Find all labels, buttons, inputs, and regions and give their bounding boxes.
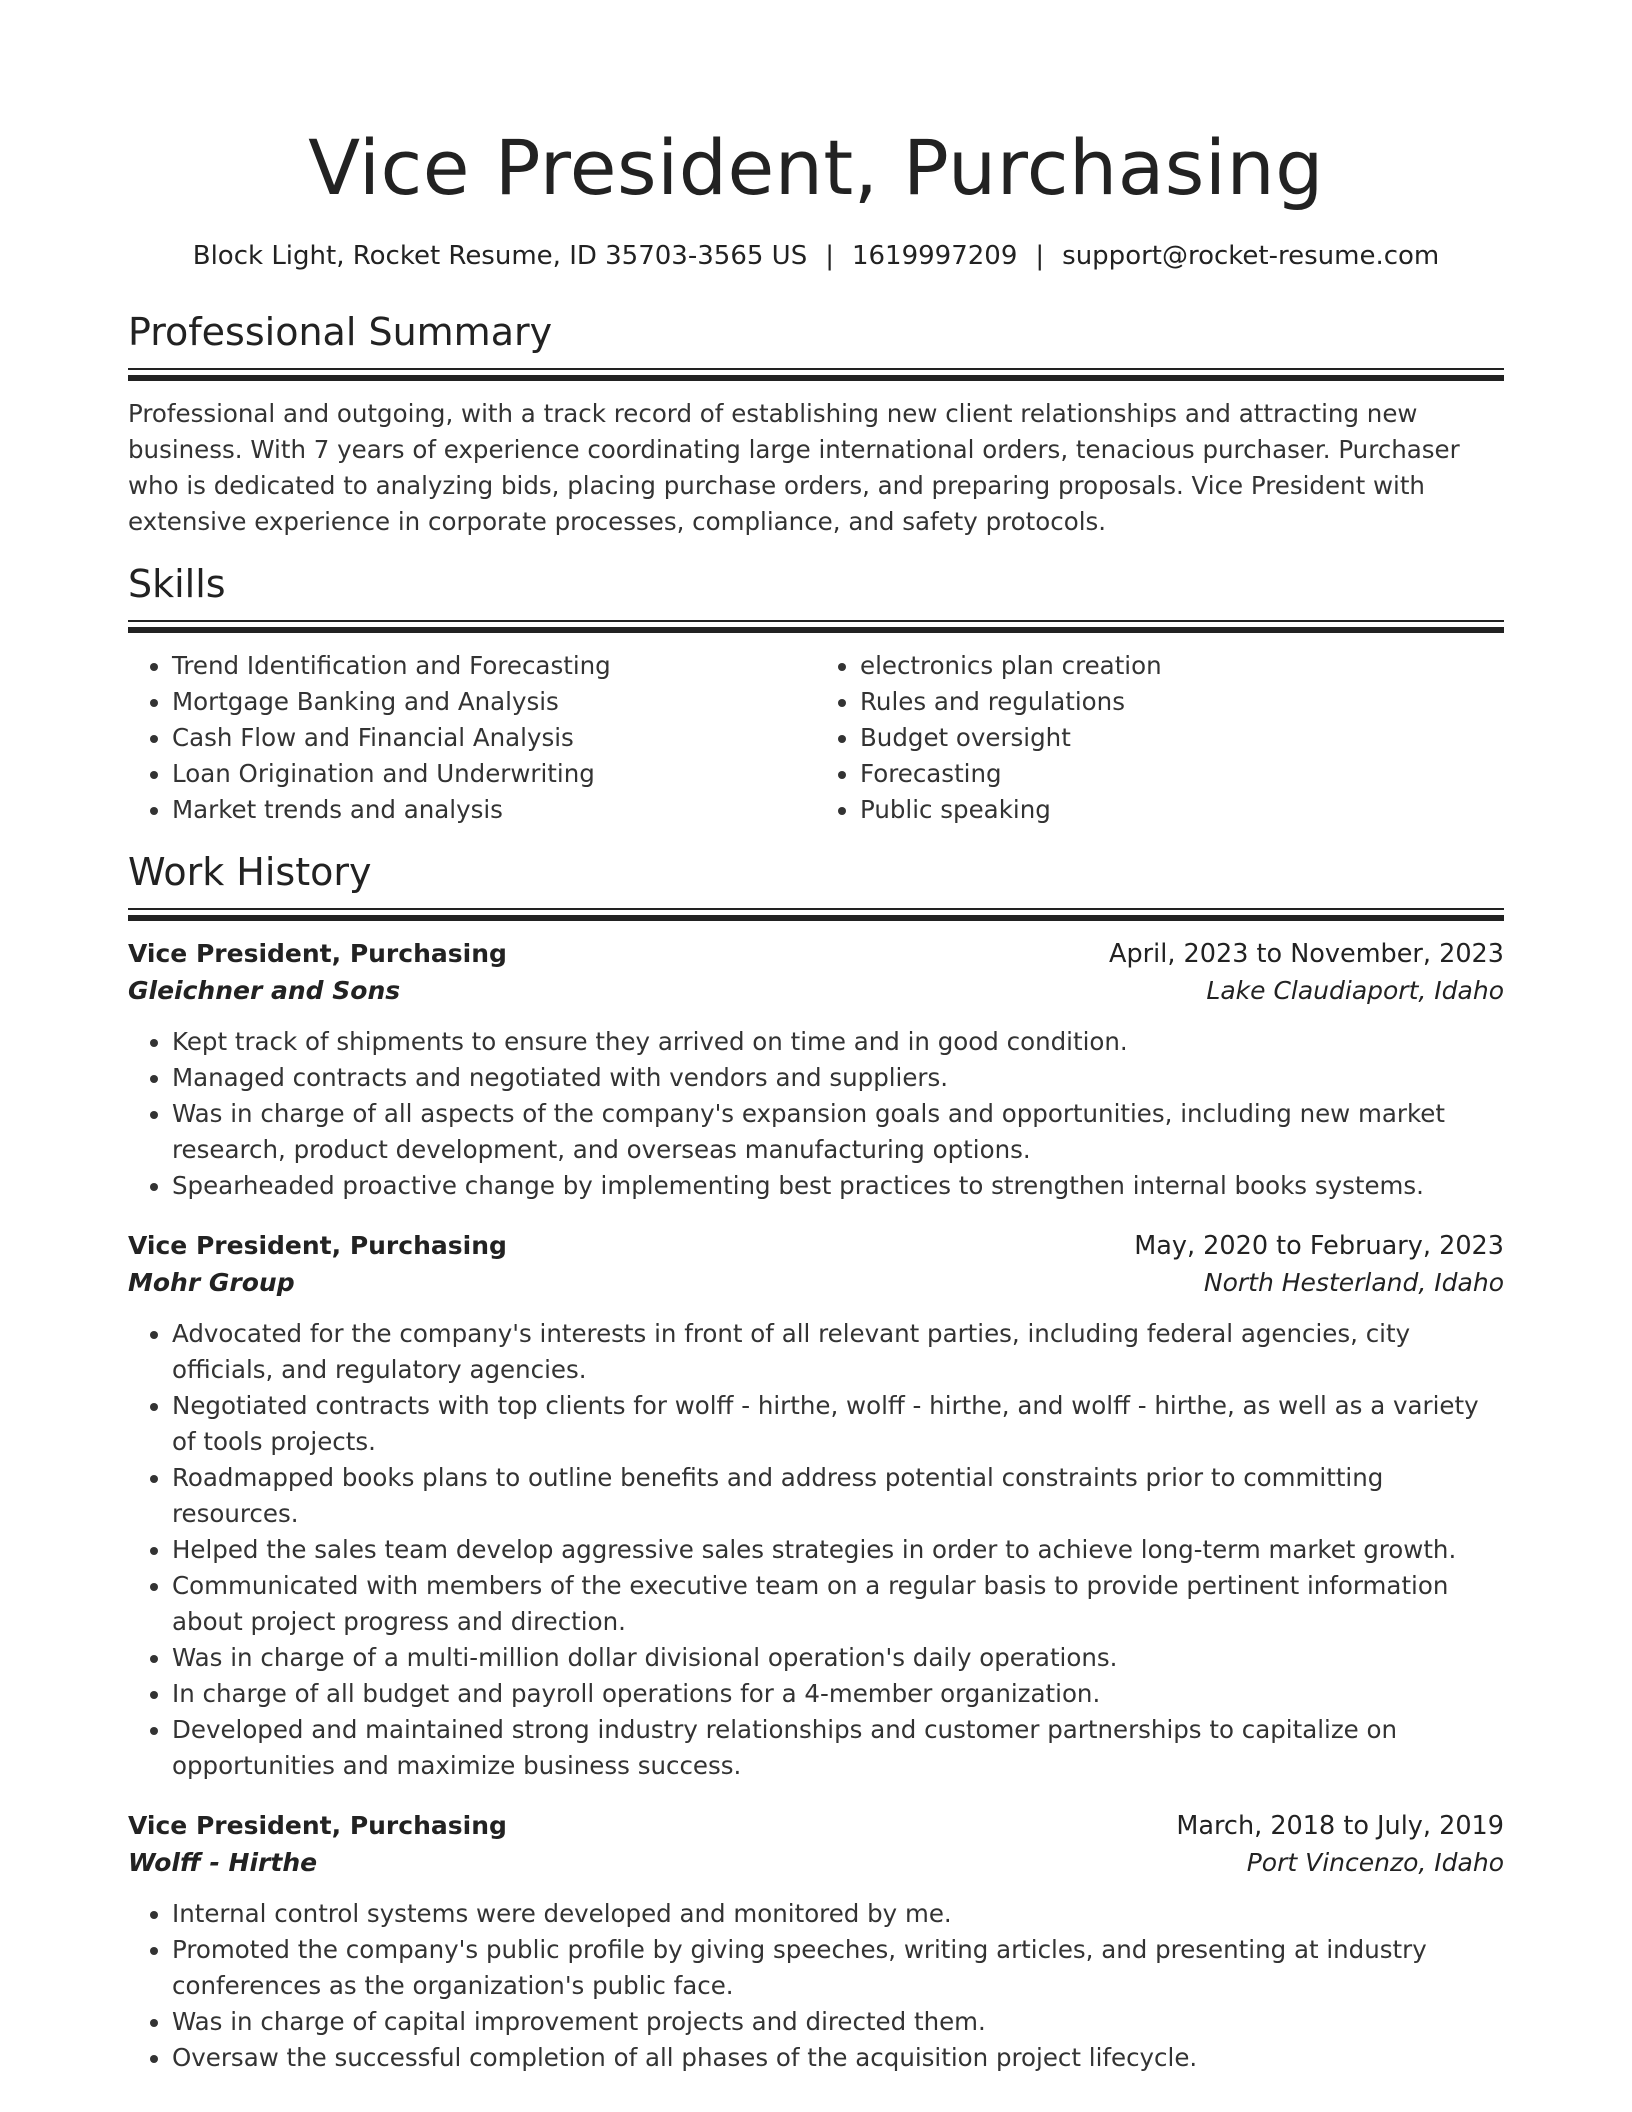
- job-title: Vice President, Purchasing: [128, 1811, 507, 1840]
- section-divider: [128, 908, 1504, 922]
- address: Block Light, Rocket Resume, ID 35703-3565 US: [192, 241, 808, 271]
- skill-item: • electronics plan creation: [860, 648, 1504, 684]
- job-location: North Hesterland, Idaho: [1203, 1268, 1504, 1297]
- email[interactable]: support@rocket-resume.com: [1062, 241, 1440, 271]
- skill-item: • Trend Identification and Forecasting: [172, 648, 816, 684]
- job-title: Vice President, Purchasing: [128, 1231, 507, 1260]
- job-bullet: • Spearheaded proactive change by implementing best practices to strengthen internal books systems.: [172, 1168, 1504, 1204]
- resume-page: [128, 0, 1504, 2076]
- skill-item: • Public speaking: [860, 792, 1504, 828]
- job-bullet: • Was in charge of capital improvement projects and directed them.: [172, 2004, 1504, 2040]
- job-bullets: [128, 1896, 1504, 2076]
- job-bullet: • Was in charge of a multi-million dollar divisional operation's daily operations.: [172, 1640, 1504, 1676]
- job-company: Gleichner and Sons: [128, 976, 401, 1005]
- skill-item: • Forecasting: [860, 756, 1504, 792]
- summary-section: [128, 308, 1504, 540]
- contact-line: [128, 238, 1504, 274]
- summary-text: Professional and outgoing, with a track record of establishing new client relationships and attracting new business. With 7 years of experience coordinating large international orders, tenacious purchaser. Purchaser who is dedicated to analyzing bids, placing purchase orders, and preparing proposals. Vice President with extensive experience in corporate processes, compliance, and safety protocols.: [128, 399, 1460, 536]
- job-bullet: • Kept track of shipments to ensure they arrived on time and in good condition.: [172, 1024, 1504, 1060]
- section-divider: [128, 368, 1504, 382]
- job-bullets: [128, 1316, 1504, 1784]
- skill-item: • Cash Flow and Financial Analysis: [172, 720, 816, 756]
- job-entry: [128, 936, 1504, 1204]
- section-divider: [128, 620, 1504, 634]
- skill-item: • Budget oversight: [860, 720, 1504, 756]
- job-dates: April, 2023 to November, 2023: [1109, 939, 1504, 969]
- job-location: Port Vincenzo, Idaho: [1246, 1848, 1504, 1877]
- section-title-summary: Professional Summary: [128, 310, 553, 354]
- job-title: Vice President, Purchasing: [128, 939, 507, 968]
- job-bullet: • Roadmapped books plans to outline benefits and address potential constraints prior to committing resources.: [172, 1460, 1504, 1532]
- separator: |: [1035, 241, 1045, 271]
- section-title-work-history: Work History: [128, 850, 372, 894]
- resume-title: Vice President, Purchasing: [308, 123, 1324, 212]
- job-bullet: • Advocated for the company's interests in front of all relevant parties, including federal agencies, city officials, and regulatory agencies.: [172, 1316, 1504, 1388]
- job-entry: [128, 1228, 1504, 1784]
- job-bullet: • Oversaw the successful completion of all phases of the acquisition project lifecycle.: [172, 2040, 1504, 2076]
- job-bullet: • Managed contracts and negotiated with vendors and suppliers.: [172, 1060, 1504, 1096]
- job-bullet: • Internal control systems were developed and monitored by me.: [172, 1896, 1504, 1932]
- job-dates: March, 2018 to July, 2019: [1176, 1811, 1504, 1841]
- job-bullet: • Was in charge of all aspects of the company's expansion goals and opportunities, including new market research, product development, and overseas manufacturing options.: [172, 1096, 1504, 1168]
- work-history-section: [128, 848, 1504, 2076]
- job-company: Mohr Group: [128, 1268, 295, 1297]
- phone: 1619997209: [851, 241, 1018, 271]
- separator: |: [825, 241, 834, 271]
- job-bullet: • Helped the sales team develop aggressive sales strategies in order to achieve long-term market growth.: [172, 1532, 1504, 1568]
- job-bullet: • Negotiated contracts with top clients for wolff - hirthe, wolff - hirthe, and wolff - hirthe, as well as a variety of tools projects.: [172, 1388, 1504, 1460]
- skills-list: [128, 648, 1504, 828]
- skill-item: • Market trends and analysis: [172, 792, 816, 828]
- skill-item: • Loan Origination and Underwriting: [172, 756, 816, 792]
- skills-section: [128, 560, 1504, 828]
- job-bullets: [128, 1024, 1504, 1204]
- job-bullet: • In charge of all budget and payroll operations for a 4-member organization.: [172, 1676, 1504, 1712]
- skill-item: • Rules and regulations: [860, 684, 1504, 720]
- job-dates: May, 2020 to February, 2023: [1134, 1231, 1504, 1261]
- section-title-skills: Skills: [128, 562, 226, 606]
- job-location: Lake Claudiaport, Idaho: [1206, 976, 1504, 1005]
- job-entry: [128, 1808, 1504, 2076]
- skills-column-left: [128, 648, 816, 828]
- job-company: Wolff - Hirthe: [128, 1848, 318, 1877]
- job-bullet: • Promoted the company's public profile by giving speeches, writing articles, and presenting at industry conferences as the organization's public face.: [172, 1932, 1504, 2004]
- skill-item: • Mortgage Banking and Analysis: [172, 684, 816, 720]
- skills-column-right: [816, 648, 1504, 828]
- job-bullet: • Communicated with members of the executive team on a regular basis to provide pertinent information about project progress and direction.: [172, 1568, 1504, 1640]
- job-bullet: • Developed and maintained strong industry relationships and customer partnerships to capitalize on opportunities and maximize business success.: [172, 1712, 1504, 1784]
